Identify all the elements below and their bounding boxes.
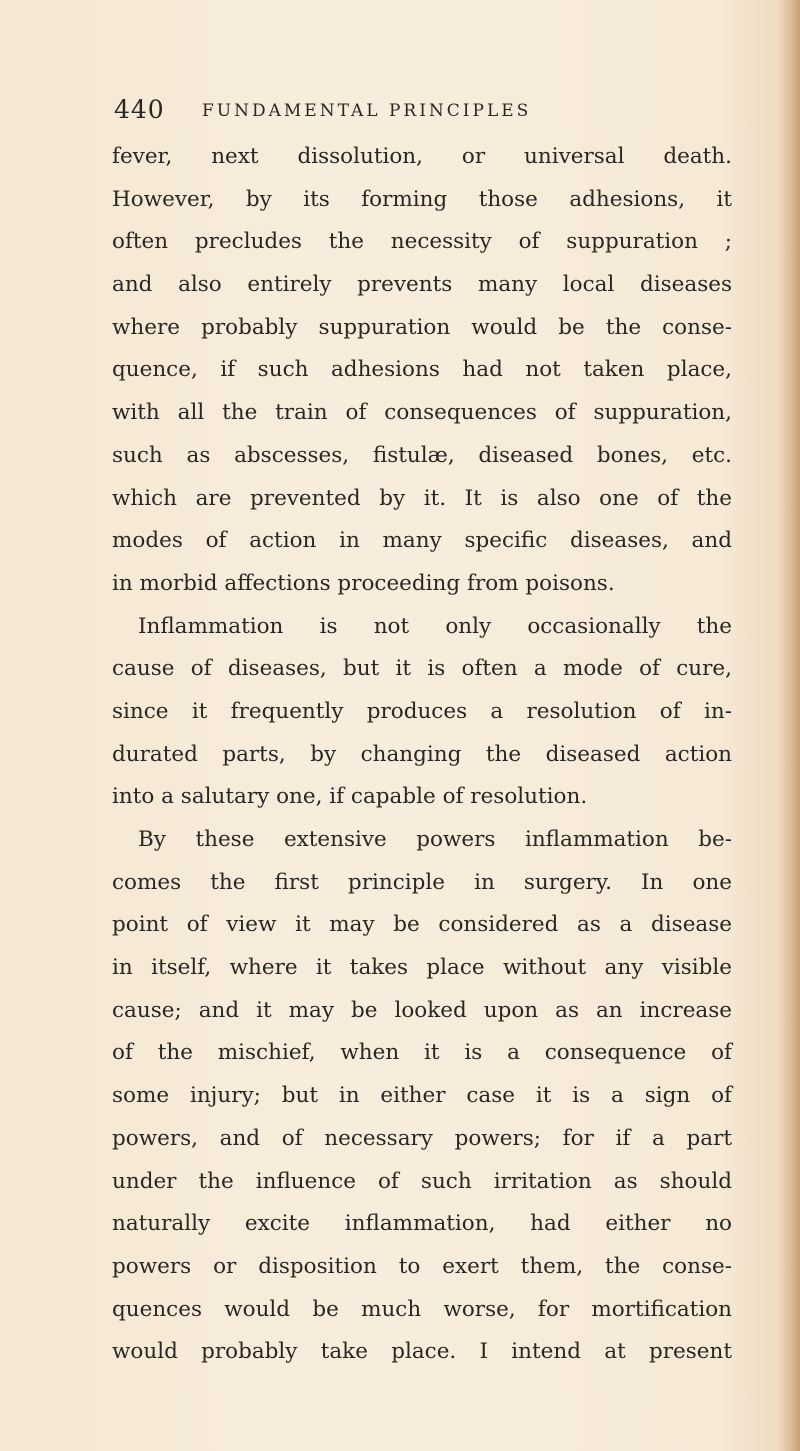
text-line: fever, next dissolution, or universal death. bbox=[112, 144, 732, 169]
text-line: powers, and of necessary powers; for if a part bbox=[112, 1125, 732, 1151]
text-line: of the mischief, when it is a consequence of bbox=[112, 1040, 732, 1066]
text-line: quence, if such adhesions had not taken place, bbox=[112, 357, 732, 383]
text-line: in morbid affections proceeding from poisons. bbox=[112, 570, 615, 596]
text-line: would probably take place. I intend at present bbox=[112, 1339, 732, 1365]
text-line: cause; and it may be looked upon as an increase bbox=[112, 997, 732, 1023]
text-line: in itself, where it takes place without any visible bbox=[112, 955, 732, 981]
text-line: which are prevented by it. It is also one of the bbox=[112, 485, 732, 511]
text-line: some injury; but in either case it is a sign of bbox=[112, 1083, 732, 1109]
text-line: cause of diseases, but it is often a mode of cure, bbox=[112, 656, 732, 682]
page-edge-shadow bbox=[778, 0, 800, 1451]
text-line: into a salutary one, if capable of resolution. bbox=[112, 784, 588, 810]
text-line: such as abscesses, fistulæ, diseased bones, etc. bbox=[112, 442, 732, 468]
body-text bbox=[112, 136, 732, 1374]
running-head: FUNDAMENTAL PRINCIPLES bbox=[202, 101, 532, 121]
text-line: point of view it may be considered as a disease bbox=[112, 912, 732, 938]
text-line: under the influence of such irritation as should bbox=[112, 1168, 732, 1194]
text-line: durated parts, by changing the diseased action bbox=[112, 741, 732, 767]
text-line: quences would be much worse, for mortification bbox=[112, 1296, 732, 1322]
text-line: since it frequently produces a resolution of in- bbox=[112, 698, 732, 724]
text-line: and also entirely prevents many local diseases bbox=[112, 272, 732, 298]
text-line: naturally excite inflammation, had either no bbox=[112, 1211, 732, 1237]
text-line: However, by its forming those adhesions, it bbox=[112, 186, 732, 212]
text-line: often precludes the necessity of suppuration ; bbox=[112, 229, 732, 255]
page-header bbox=[114, 92, 674, 132]
text-line: By these extensive powers inflammation be- bbox=[138, 827, 732, 852]
text-line: Inflammation is not only occasionally the bbox=[138, 613, 732, 639]
text-line: where probably suppuration would be the conse- bbox=[112, 314, 732, 340]
text-line: powers or disposition to exert them, the conse- bbox=[112, 1253, 732, 1279]
text-line: modes of action in many specific diseases, and bbox=[112, 528, 732, 554]
text-line: with all the train of consequences of suppuration, bbox=[112, 400, 732, 426]
text-line: comes the first principle in surgery. In one bbox=[112, 869, 732, 895]
page-number: 440 bbox=[114, 95, 165, 124]
